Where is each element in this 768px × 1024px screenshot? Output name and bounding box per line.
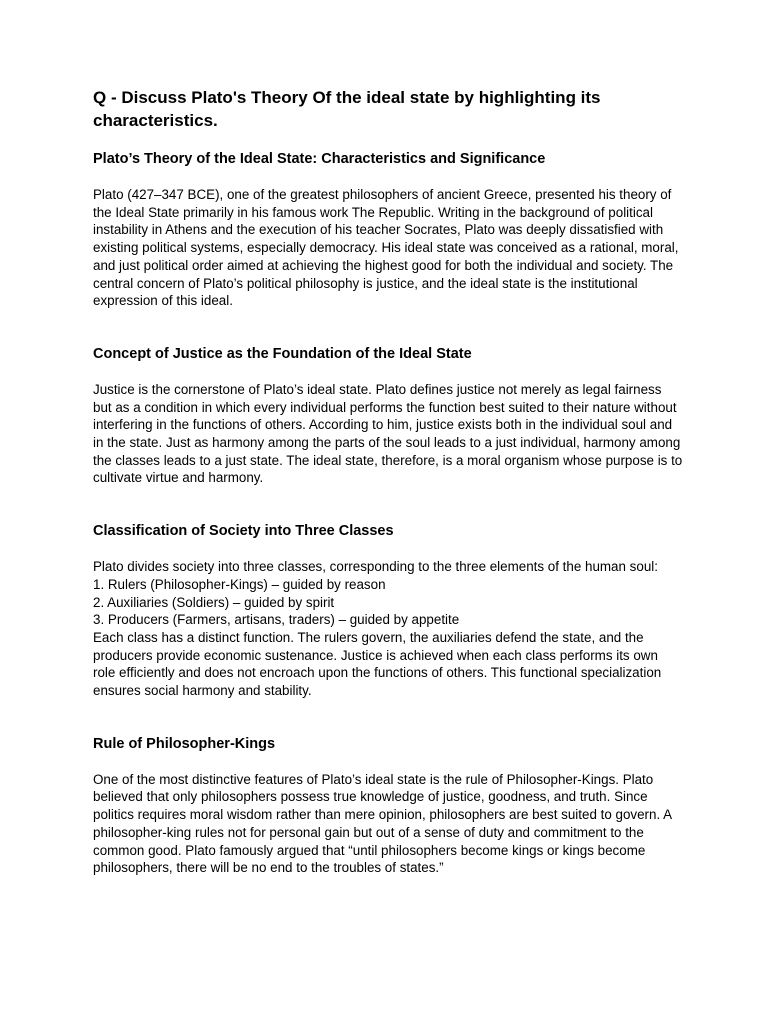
list-item: 1. Rulers (Philosopher-Kings) – guided by reason xyxy=(93,576,386,592)
intro-paragraph: Plato (427–347 BCE), one of the greatest philosophers of ancient Greece, presented his theory of the Ideal State primarily in his famous work The Republic. Writing in the background of political instability in Athens and the execution of his teacher Socrates, Plato was deeply dissatisfied with existing political systems, especially democracy. His ideal state was conceived as a rational, moral, and just political order aimed at achieving the highest good for both the individual and society. The central concern of Plato’s political philosophy is justice, and the ideal state is the institutional expression of this ideal. xyxy=(93,187,679,309)
section-heading: Classification of Society into Three Classes xyxy=(93,523,394,540)
list-item: 2. Auxiliaries (Soldiers) – guided by spirit xyxy=(93,594,335,610)
classes-body: Each class has a distinct function. The rulers govern, the auxiliaries defend the state, and the producers provide economic sustenance. Justice is achieved when each class performs its own role efficiently and does not encroach upon the functions of others. This functional specialization ensures social harmony and stability. xyxy=(93,629,662,699)
section-philosopher-kings xyxy=(93,734,683,877)
section-paragraph xyxy=(93,558,683,700)
classes-intro: Plato divides society into three classes, corresponding to the three elements of the human soul: xyxy=(93,559,658,575)
question-title: Q - Discuss Plato's Theory Of the ideal state by highlighting its characteristics. xyxy=(93,88,601,130)
list-item: 3. Producers (Farmers, artisans, traders) – guided by appetite xyxy=(93,612,460,628)
section-paragraph: One of the most distinctive features of Plato’s ideal state is the rule of Philosopher-Kings. Plato believed that only philosophers possess true knowledge of justice, goodness, and truth. Since politics requires moral wisdom rather than mere opinion, philosophers are best suited to govern. A philosopher-king rules not for personal gain but out of a sense of duty and commitment to the common good. Plato famously argued that “until philosophers become kings or kings become philosophers, there will be no end to the troubles of states.” xyxy=(93,771,672,876)
section-three-classes xyxy=(93,521,683,700)
main-heading: Plato’s Theory of the Ideal State: Characteristics and Significance xyxy=(93,151,546,167)
section-heading: Rule of Philosopher-Kings xyxy=(93,735,276,752)
section-heading: Concept of Justice as the Foundation of the Ideal State xyxy=(93,345,472,362)
section-paragraph: Justice is the cornerstone of Plato’s ideal state. Plato defines justice not merely as legal fairness but as a condition in which every individual performs the function best suited to their nature without interfering in the functions of others. According to him, justice exists both in the individual soul and in the state. Just as harmony among the parts of the soul leads to a just individual, harmony among the classes leads to a just state. The ideal state, therefore, is a moral organism whose purpose is to cultivate virtue and harmony. xyxy=(93,381,683,486)
section-justice xyxy=(93,344,683,487)
document-page xyxy=(93,86,683,877)
